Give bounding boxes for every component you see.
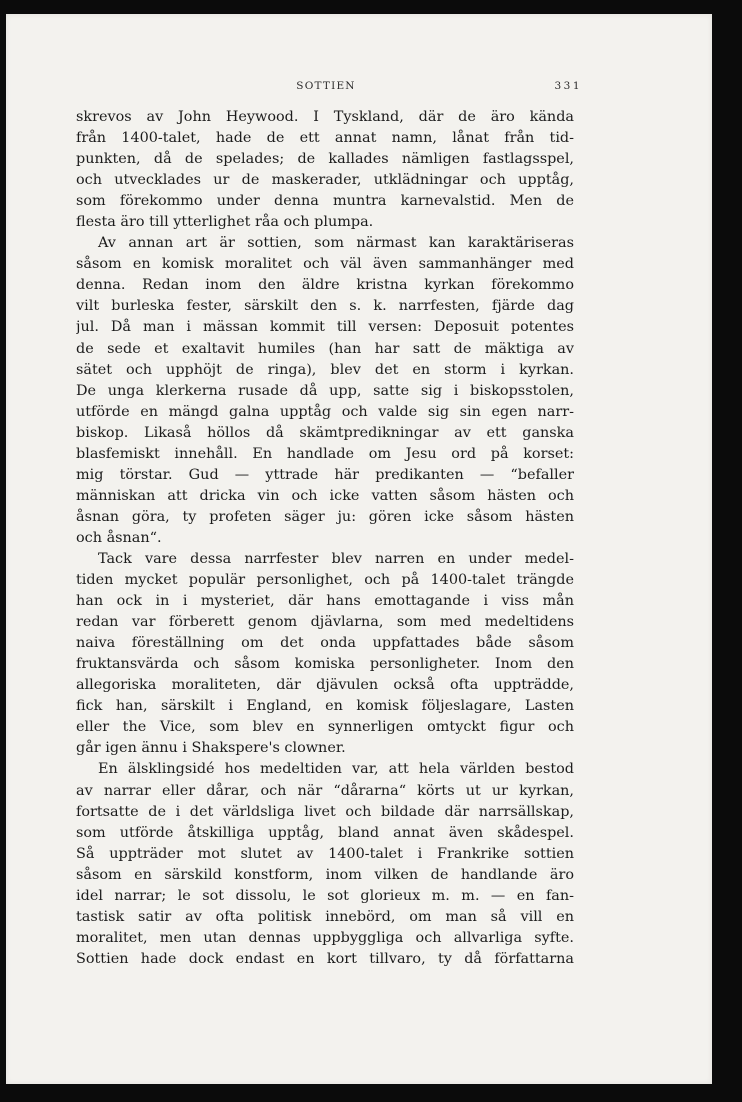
- text-line: Så uppträder mot slutet av 1400-talet i Frankrike sottien: [76, 845, 574, 862]
- text-line: fruktansvärda och såsom komiska personligheter. Inom den: [76, 656, 574, 673]
- text-line: av narrar eller dårar, och när “dårarna“ körts ut ur kyrkan,: [76, 782, 574, 799]
- text-line: blasfemiskt innehåll. En handlade om Jesu ord på korset:: [76, 445, 574, 462]
- text-line: människan att dricka vin och icke vatten såsom hästen och: [76, 487, 574, 504]
- text-line: idel narrar; le sot dissolu, le sot glorieux m. m. — en fan-: [76, 887, 574, 904]
- text-line: tiden mycket populär personlighet, och på 1400-talet trängde: [76, 572, 574, 589]
- page-number: 331: [554, 80, 582, 92]
- text-line: jul. Då man i mässan kommit till versen: Deposuit potentes: [76, 319, 574, 336]
- text-line: han ock in i mysteriet, där hans emottagande i viss mån: [76, 593, 574, 610]
- text-line: Tack vare dessa narrfester blev narren en under medel-: [98, 550, 574, 567]
- text-line: allegoriska moraliteten, där djävulen också ofta uppträdde,: [76, 677, 574, 694]
- text-line: de sede et exaltavit humiles (han har satt de mäktiga av: [76, 340, 574, 357]
- text-line: sätet och upphöjt de ringa), blev det en storm i kyrkan.: [76, 361, 574, 378]
- text-line: denna. Redan inom den äldre kristna kyrkan förekommo: [76, 277, 574, 294]
- text-line: utförde en mängd galna upptåg och valde sig sin egen narr-: [76, 403, 574, 420]
- text-line: vilt burleska fester, särskilt den s. k. narrfesten, fjärde dag: [76, 298, 574, 315]
- text-line: Sottien hade dock endast en kort tillvaro, ty då författarna: [76, 950, 574, 967]
- text-line: mig törstar. Gud — yttrade här predikanten — “befaller: [76, 466, 574, 483]
- text-line: som förekommo under denna muntra karnevalstid. Men de: [76, 193, 574, 210]
- text-line: fortsatte de i det världsliga livet och bildade där narrsällskap,: [76, 803, 574, 820]
- text-line: åsnan göra, ty profeten säger ju: gören icke såsom hästen: [76, 508, 574, 525]
- running-header: [70, 80, 582, 96]
- body-text: [76, 107, 574, 970]
- text-line: biskop. Likaså höllos då skämtpredikningar av ett ganska: [76, 424, 574, 441]
- text-line: och åsnan“.: [76, 529, 162, 546]
- text-line: som utförde åtskilliga upptåg, bland annat även skådespel.: [76, 824, 574, 841]
- text-line: såsom en särskild konstform, inom vilken de handlande äro: [76, 866, 574, 883]
- text-line: punkten, då de spelades; de kallades nämligen fastlagsspel,: [76, 151, 574, 168]
- text-line: flesta äro till ytterlighet råa och plumpa.: [76, 214, 374, 231]
- text-line: De unga klerkerna rusade då upp, satte sig i biskopsstolen,: [76, 382, 574, 399]
- text-line: En älsklingsidé hos medeltiden var, att hela världen bestod: [98, 761, 574, 778]
- text-line: moralitet, men utan dennas uppbyggliga och allvarliga syfte.: [76, 929, 574, 946]
- text-line: tastisk satir av ofta politisk innebörd, om man så vill en: [76, 908, 574, 925]
- text-line: går igen ännu i Shakspere's clowner.: [76, 740, 346, 757]
- text-line: såsom en komisk moralitet och väl även sammanhänger med: [76, 256, 574, 273]
- text-line: eller the Vice, som blev en synnerligen omtyckt figur och: [76, 719, 574, 736]
- running-title: SOTTIEN: [296, 80, 356, 92]
- text-line: Av annan art är sottien, som närmast kan karaktäriseras: [98, 235, 574, 252]
- text-line: från 1400-talet, hade de ett annat namn, lånat från tid-: [76, 130, 574, 147]
- text-line: och utvecklades ur de maskerader, utklädningar och upptåg,: [76, 172, 574, 189]
- text-line: naiva föreställning om det onda uppfattades både såsom: [76, 635, 574, 652]
- text-line: skrevos av John Heywood. I Tyskland, där de äro kända: [76, 109, 574, 125]
- text-line: redan var förberett genom djävlarna, som med medeltidens: [76, 614, 574, 631]
- text-line: fick han, särskilt i England, en komisk följeslagare, Lasten: [76, 698, 574, 715]
